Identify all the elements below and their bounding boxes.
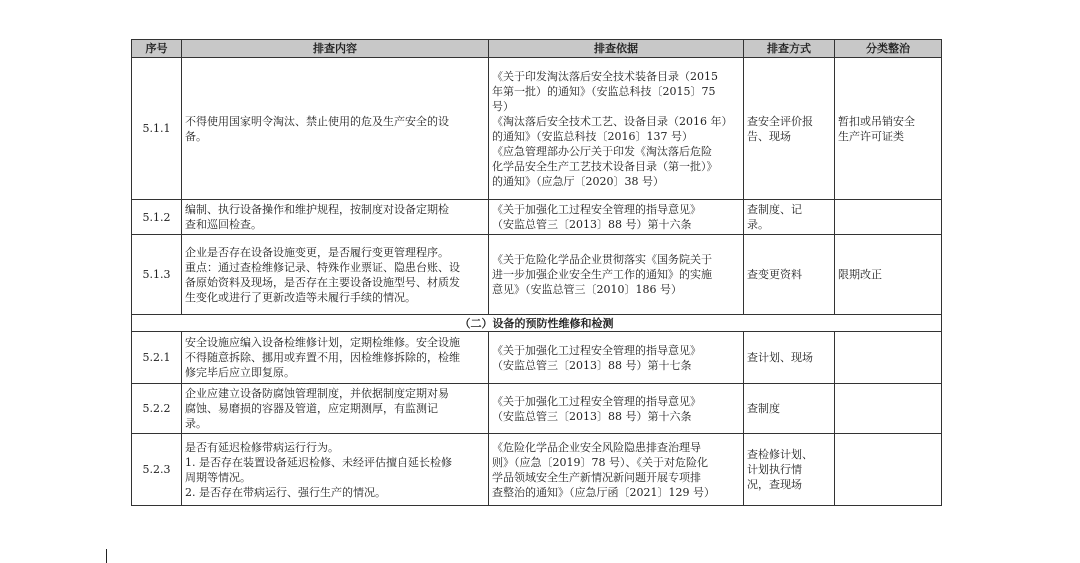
cell-line: 不得随意拆除、挪用或弃置不用，因检维修拆除的，检维 bbox=[185, 351, 460, 364]
cell-line: 号） bbox=[492, 99, 514, 113]
cell-line: 重点：通过查检维修记录、特殊作业票证、隐患台账、设 bbox=[185, 260, 460, 274]
row-number: 5.1.3 bbox=[132, 235, 182, 315]
row-content bbox=[182, 384, 489, 434]
row-basis bbox=[489, 200, 744, 235]
row-method bbox=[744, 332, 835, 384]
row-basis bbox=[489, 434, 744, 506]
cell-line: 《关于印发淘汰落后安全技术装备目录（2015 bbox=[492, 69, 718, 83]
header-method: 排查方式 bbox=[744, 40, 835, 58]
cell-line: 计划执行情 bbox=[747, 463, 802, 476]
row-number: 5.2.2 bbox=[132, 384, 182, 434]
table-row bbox=[132, 434, 942, 506]
cell-line: 暂扣或吊销安全 bbox=[838, 114, 915, 128]
cell-line: 企业应建立设备防腐蚀管理制度，并依据制度定期对易 bbox=[185, 387, 449, 400]
table-row bbox=[132, 384, 942, 434]
row-content bbox=[182, 200, 489, 235]
row-method bbox=[744, 58, 835, 200]
row-action bbox=[835, 200, 942, 235]
header-seq: 序号 bbox=[132, 40, 182, 58]
cell-line: 查整治的通知》（应急厅函〔2021〕129 号） bbox=[492, 485, 715, 499]
cell-line: 编制、执行设备操作和维护规程，按制度对设备定期检 bbox=[185, 203, 449, 216]
cell-line: 查变更资料 bbox=[747, 268, 802, 281]
cell-line: 查制度 bbox=[747, 402, 780, 415]
row-number: 5.1.2 bbox=[132, 200, 182, 235]
inspection-table-sheet bbox=[131, 39, 941, 506]
cell-line: 的通知》（应急厅〔2020〕38 号） bbox=[492, 174, 664, 188]
cell-line: 学品领域安全生产新情况新问题开展专项排 bbox=[492, 470, 701, 484]
cell-line: 腐蚀、易磨损的容器及管道，应定期测厚，有监测记 bbox=[185, 402, 438, 415]
cell-line: 是否有延迟检修带病运行行为。 bbox=[185, 440, 339, 454]
row-method bbox=[744, 384, 835, 434]
table-header-row bbox=[132, 40, 942, 58]
text-cursor-mark bbox=[106, 549, 107, 563]
row-method bbox=[744, 235, 835, 315]
cell-line: 《关于加强化工过程安全管理的指导意见》 bbox=[492, 203, 701, 216]
table-row bbox=[132, 200, 942, 235]
row-action bbox=[835, 434, 942, 506]
cell-line: 生变化或进行了更新改造等未履行手续的情况。 bbox=[185, 290, 416, 304]
cell-line: 查计划、现场 bbox=[747, 351, 813, 364]
cell-line: 意见》（安监总管三〔2010〕186 号） bbox=[492, 283, 682, 296]
cell-line: 则》（应急〔2019〕78 号）、《关于对危险化 bbox=[492, 455, 708, 469]
row-basis bbox=[489, 332, 744, 384]
row-content bbox=[182, 434, 489, 506]
cell-line: 备。 bbox=[185, 129, 207, 143]
cell-line: 周期等情况。 bbox=[185, 470, 251, 484]
cell-line: （安监总管三〔2013〕88 号）第十六条 bbox=[492, 218, 692, 231]
cell-line: 《关于危险化学品企业贯彻落实《国务院关于 bbox=[492, 253, 712, 266]
row-content bbox=[182, 235, 489, 315]
row-method bbox=[744, 434, 835, 506]
row-number: 5.2.1 bbox=[132, 332, 182, 384]
cell-line: 2. 是否存在带病运行、强行生产的情况。 bbox=[185, 485, 386, 499]
row-content bbox=[182, 332, 489, 384]
cell-line: 查检修计划、 bbox=[747, 448, 813, 461]
cell-line: 1. 是否存在装置设备延迟检修、未经评估擅自延长检修 bbox=[185, 455, 452, 469]
row-basis bbox=[489, 235, 744, 315]
table-section-body bbox=[132, 315, 942, 332]
cell-line: 备原始资料及现场，是否存在主要设备设施型号、材质发 bbox=[185, 275, 460, 289]
cell-line: 的通知》（安监总科技〔2016〕137 号） bbox=[492, 129, 693, 143]
inspection-table bbox=[131, 39, 942, 506]
row-action bbox=[835, 332, 942, 384]
table-row bbox=[132, 332, 942, 384]
cell-line: 《关于加强化工过程安全管理的指导意见》 bbox=[492, 343, 701, 357]
cell-line: 《淘汰落后安全技术工艺、设备目录（2016 年） bbox=[492, 114, 733, 128]
table-body-equipment bbox=[132, 58, 942, 315]
row-method bbox=[744, 200, 835, 235]
cell-line: 录。 bbox=[747, 218, 769, 231]
cell-line: （安监总管三〔2013〕88 号）第十六条 bbox=[492, 409, 692, 423]
cell-line: 生产许可证类 bbox=[838, 129, 904, 143]
table-row bbox=[132, 235, 942, 315]
cell-line: 进一步加强企业安全生产工作的通知》的实施 bbox=[492, 268, 712, 281]
cell-line: 查制度、记 bbox=[747, 203, 802, 216]
row-number: 5.1.1 bbox=[132, 58, 182, 200]
cell-line: 安全设施应编入设备检维修计划，定期检维修。安全设施 bbox=[185, 336, 460, 349]
section-title: （二）设备的预防性维修和检测 bbox=[132, 315, 942, 332]
cell-line: 告、现场 bbox=[747, 129, 791, 143]
cell-line: 不得使用国家明令淘汰、禁止使用的危及生产安全的设 bbox=[185, 114, 449, 128]
cell-line: 限期改正 bbox=[838, 268, 882, 281]
cell-line: 况，查现场 bbox=[747, 478, 802, 491]
header-content: 排查内容 bbox=[182, 40, 489, 58]
table-body-maintenance bbox=[132, 332, 942, 506]
header-action: 分类整治 bbox=[835, 40, 942, 58]
cell-line: 查和巡回检查。 bbox=[185, 218, 262, 231]
row-number: 5.2.3 bbox=[132, 434, 182, 506]
cell-line: 年第一批）的通知》（安监总科技〔2015〕75 bbox=[492, 84, 716, 98]
row-action bbox=[835, 235, 942, 315]
row-content bbox=[182, 58, 489, 200]
table-row bbox=[132, 58, 942, 200]
cell-line: 《关于加强化工过程安全管理的指导意见》 bbox=[492, 394, 701, 408]
section-row bbox=[132, 315, 942, 332]
row-basis bbox=[489, 384, 744, 434]
cell-line: 企业是否存在设备设施变更，是否履行变更管理程序。 bbox=[185, 245, 449, 259]
cell-line: 《应急管理部办公厅关于印发《淘汰落后危险 bbox=[492, 144, 712, 158]
row-action bbox=[835, 58, 942, 200]
cell-line: 《危险化学品企业安全风险隐患排查治理导 bbox=[492, 440, 701, 454]
cell-line: 化学品安全生产工艺技术设备目录（第一批）》 bbox=[492, 159, 718, 173]
row-action bbox=[835, 384, 942, 434]
cell-line: 录。 bbox=[185, 417, 207, 430]
header-basis: 排查依据 bbox=[489, 40, 744, 58]
cell-line: 查安全评价报 bbox=[747, 114, 813, 128]
row-basis bbox=[489, 58, 744, 200]
cell-line: （安监总管三〔2013〕88 号）第十七条 bbox=[492, 358, 692, 372]
cell-line: 修完毕后应立即复原。 bbox=[185, 366, 295, 379]
